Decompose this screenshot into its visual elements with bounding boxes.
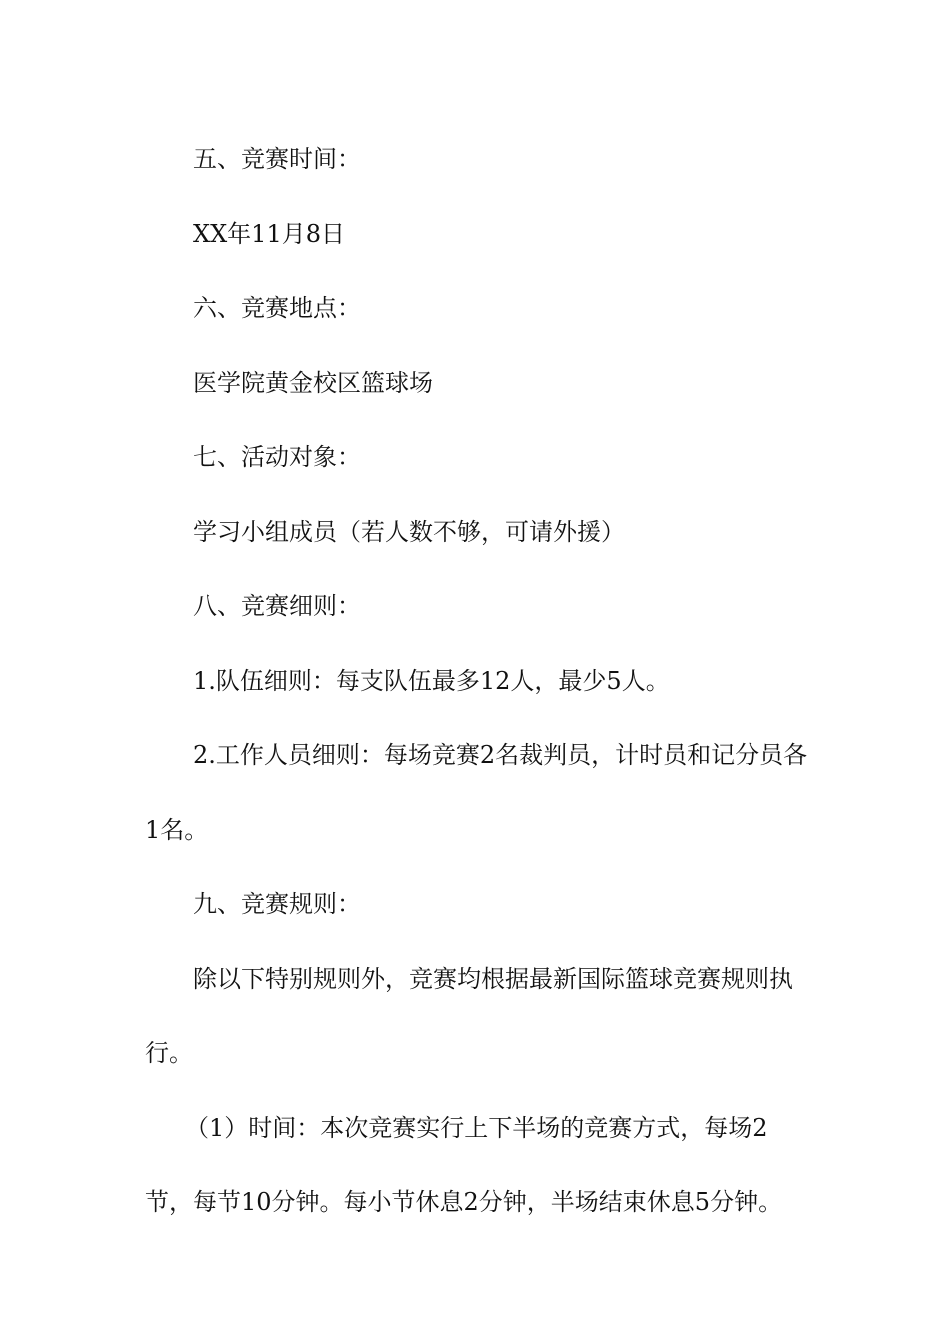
rules-intro-paragraph: 除以下特别规则外，竞赛均根据最新国际篮球竞赛规则执行。 (145, 964, 793, 1067)
section-heading-competition-details: 八、竞赛细则： (193, 592, 361, 620)
competition-venue: 医学院黄金校区篮球场 (193, 368, 433, 397)
section-heading-participants: 七、活动对象： (193, 443, 361, 471)
participants-text: 学习小组成员（若人数不够，可请外援） (193, 517, 625, 546)
section-heading-competition-time: 五、竞赛时间： (193, 145, 361, 173)
competition-date: XX年11月8日 (193, 219, 345, 248)
document-body (145, 122, 810, 1240)
time-rule-paragraph: （1）时间：本次竞赛实行上下半场的竞赛方式，每场2节，每节10分钟。每小节休息2分钟，半场结束休息5分钟。 (145, 1113, 783, 1216)
section-heading-competition-rules: 九、竞赛规则： (193, 890, 361, 918)
staff-rule-paragraph: 2.工作人员细则：每场竞赛2名裁判员，计时员和记分员各1名。 (145, 741, 808, 844)
section-heading-competition-venue: 六、竞赛地点： (193, 294, 361, 322)
team-rule-paragraph: 1.队伍细则：每支队伍最多12人，最少5人。 (193, 666, 670, 695)
